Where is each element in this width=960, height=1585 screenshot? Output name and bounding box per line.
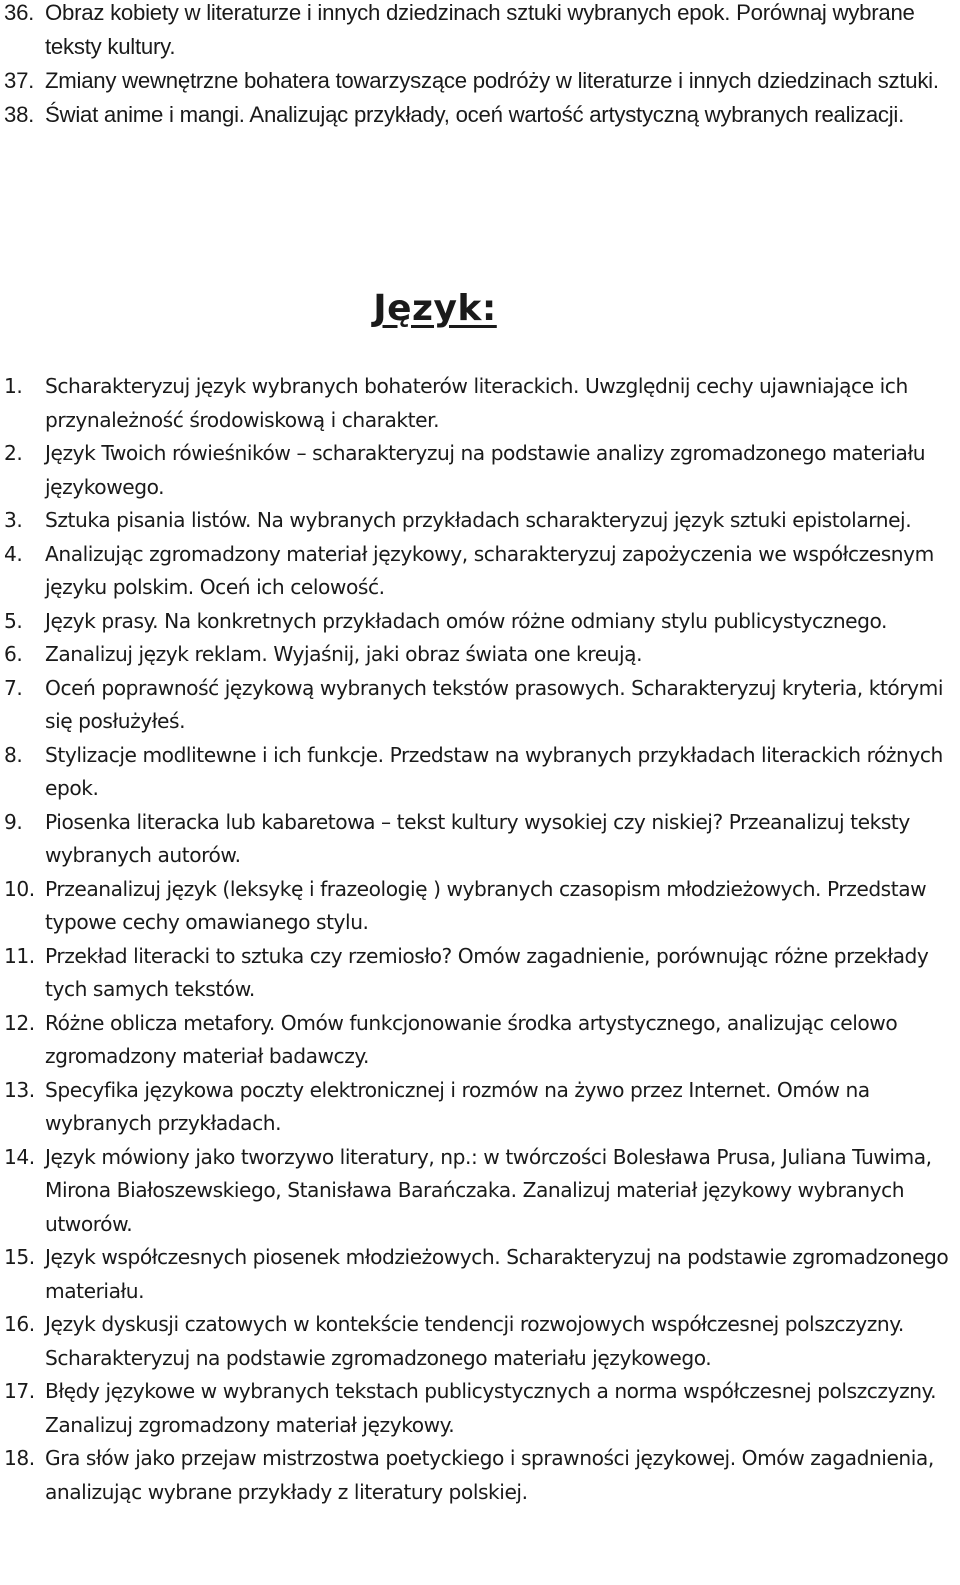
topic-number: 11. xyxy=(4,943,35,968)
topic-item xyxy=(4,504,954,538)
topic-text: Stylizacje modlitewne i ich funkcje. Przedstaw na wybranych przykładach literackich różnych epok. xyxy=(45,742,943,800)
topic-number: 9. xyxy=(4,809,23,834)
topic-number: 36. xyxy=(4,0,35,25)
topic-item xyxy=(4,638,954,672)
topic-item xyxy=(4,538,954,605)
topic-number: 37. xyxy=(4,68,35,93)
topic-item xyxy=(4,64,954,98)
section-heading: Język: xyxy=(373,288,497,329)
topic-item xyxy=(4,0,954,64)
topic-item xyxy=(4,605,954,639)
topic-text: Przekład literacki to sztuka czy rzemiosło? Omów zagadnienie, porównując różne przekłady tych samych tekstów. xyxy=(45,943,929,1001)
topic-number: 2. xyxy=(4,441,23,465)
topic-text: Zanalizuj język reklam. Wyjaśnij, jaki obraz świata one kreują. xyxy=(45,642,643,666)
topic-item xyxy=(4,672,954,739)
topic-item xyxy=(4,873,954,940)
topic-number: 6. xyxy=(4,642,23,666)
topic-text: Język dyskusji czatowych w kontekście tendencji rozwojowych współczesnej polszczyzny. Scharakteryzuj na podstawie zgromadzonego materiału językowego. xyxy=(45,1312,904,1370)
topic-number: 18. xyxy=(4,1446,35,1470)
topic-item xyxy=(4,370,954,437)
topic-text: Specyfika językowa poczty elektronicznej i rozmów na żywo przez Internet. Omów na wybranych przykładach. xyxy=(45,1077,870,1135)
topic-text: Scharakteryzuj język wybranych bohaterów literackich. Uwzględnij cechy ujawniające ich przynależność środowiskową i charakter. xyxy=(45,374,908,432)
topic-number: 14. xyxy=(4,1144,35,1169)
topic-text: Przeanalizuj język (leksykę i frazeologię ) wybranych czasopism młodzieżowych. Przedstaw typowe cechy omawianego stylu. xyxy=(45,876,927,934)
topic-item xyxy=(4,1007,954,1074)
topic-item xyxy=(4,437,954,504)
topic-number: 1. xyxy=(4,374,23,398)
topic-item xyxy=(4,739,954,806)
language-topic-list xyxy=(4,370,954,1509)
topic-number: 17. xyxy=(4,1379,35,1403)
topic-number: 15. xyxy=(4,1245,35,1269)
topic-text: Język Twoich rówieśników – scharakteryzuj na podstawie analizy zgromadzonego materiału językowego. xyxy=(45,441,926,499)
topic-text: Język współczesnych piosenek młodzieżowych. Scharakteryzuj na podstawie zgromadzonego materiału. xyxy=(45,1245,949,1303)
topic-text: Świat anime i mangi. Analizując przykłady, oceń wartość artystyczną wybranych realizacji. xyxy=(45,102,905,127)
topic-item xyxy=(4,1375,954,1442)
topic-number: 13. xyxy=(4,1077,35,1102)
topic-item xyxy=(4,1308,954,1375)
topic-item xyxy=(4,940,954,1007)
topic-number: 16. xyxy=(4,1312,35,1336)
topic-text: Różne oblicza metafory. Omów funkcjonowanie środka artystycznego, analizując celowo zgromadzony materiał badawczy. xyxy=(45,1010,898,1068)
topic-number: 3. xyxy=(4,508,23,532)
topic-text: Oceń poprawność językową wybranych tekstów prasowych. Scharakteryzuj kryteria, którymi się posłużyłeś. xyxy=(45,675,944,733)
topic-item xyxy=(4,1241,954,1308)
topic-number: 12. xyxy=(4,1010,35,1035)
topic-item xyxy=(4,1442,954,1509)
topic-item xyxy=(4,806,954,873)
topic-text: Język prasy. Na konkretnych przykładach omów różne odmiany stylu publicystycznego. xyxy=(45,608,888,633)
topic-text: Sztuka pisania listów. Na wybranych przykładach scharakteryzuj język sztuki epistolarnej. xyxy=(45,508,912,532)
topic-text: Zmiany wewnętrzne bohatera towarzyszące podróży w literaturze i innych dziedzinach sztuki. xyxy=(45,68,939,93)
topic-text: Język mówiony jako tworzywo literatury, np.: w twórczości Bolesława Prusa, Juliana Tuwima, Mirona Białoszewskiego, Stanisława Barańczaka. Zanalizuj materiał językowy wybranych utworów. xyxy=(45,1144,932,1236)
topic-item xyxy=(4,98,954,132)
top-topic-list xyxy=(4,0,954,132)
topic-text: Gra słów jako przejaw mistrzostwa poetyckiego i sprawności językowej. Omów zagadnienia, analizując wybrane przykłady z literatury polskiej. xyxy=(45,1446,934,1504)
topic-number: 10. xyxy=(4,876,35,901)
topic-text: Obraz kobiety w literaturze i innych dziedzinach sztuki wybranych epok. Porównaj wybrane teksty kultury. xyxy=(45,0,915,59)
topic-item xyxy=(4,1141,954,1242)
topic-number: 7. xyxy=(4,675,23,700)
topic-item xyxy=(4,1074,954,1141)
topic-number: 4. xyxy=(4,541,23,566)
topic-number: 5. xyxy=(4,608,23,633)
topic-text: Analizując zgromadzony materiał językowy, scharakteryzuj zapożyczenia we współczesnym języku polskim. Oceń ich celowość. xyxy=(45,541,934,599)
topic-number: 38. xyxy=(4,102,35,127)
topic-text: Piosenka literacka lub kabaretowa – tekst kultury wysokiej czy niskiej? Przeanalizuj teksty wybranych autorów. xyxy=(45,809,910,867)
topic-number: 8. xyxy=(4,742,23,767)
topic-text: Błędy językowe w wybranych tekstach publicystycznych a norma współczesnej polszczyzny. Zanalizuj zgromadzony materiał językowy. xyxy=(45,1379,937,1437)
